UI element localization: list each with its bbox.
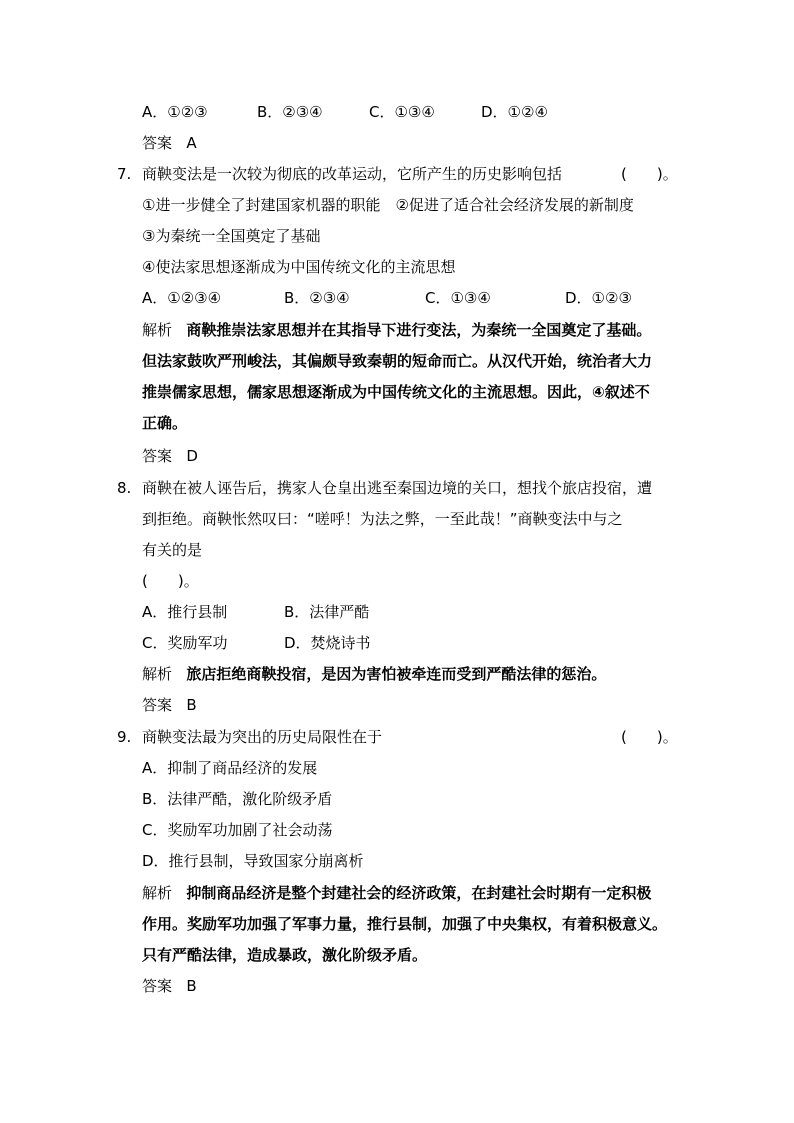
answer-blank: ( )。 <box>621 728 678 746</box>
answer-label: 答案 <box>142 134 173 152</box>
q7-statement-1: ①进一步健全了封建国家机器的职能 ②促进了适合社会经济发展的新制度 <box>142 196 634 214</box>
analysis-label: 解析 <box>142 665 173 683</box>
q6-option-b: B．②③④ <box>257 103 323 121</box>
q9-option-d: D．推行县制，导致国家分崩离析 <box>142 852 364 870</box>
q8-analysis <box>142 664 606 684</box>
analysis-text: 商鞅推崇法家思想并在其指导下进行变法，为秦统一全国奠定了基础。 <box>186 321 652 339</box>
answer-value: B <box>186 977 197 995</box>
q7-analysis-line-2: 但法家鼓吹严刑峻法，其偏颇导致秦朝的短命而亡。从汉代开始，统治者大力 <box>142 352 653 370</box>
q7-analysis-line-4: 正确。 <box>142 414 188 432</box>
q6-answer <box>142 133 197 153</box>
q7-option-a: A．①②③④ <box>142 289 222 307</box>
q7-statement-2: ③为秦统一全国奠定了基础 <box>142 227 321 245</box>
analysis-label: 解析 <box>142 884 173 902</box>
q8-answer <box>142 695 197 715</box>
q9-answer <box>142 976 197 996</box>
q8-stem-line-1 <box>117 478 653 498</box>
q9-analysis-line-3: 只有严酷法律，造成暴政，激化阶级矛盾。 <box>142 946 428 964</box>
answer-value: B <box>186 696 197 714</box>
q8-stem-line-3: 有关的是 <box>142 541 203 559</box>
answer-label: 答案 <box>142 447 173 465</box>
q9-option-b: B．法律严酷，激化阶级矛盾 <box>142 790 333 808</box>
q6-option-d: D．①②④ <box>481 103 548 121</box>
q7-analysis-line-3: 推崇儒家思想，儒家思想逐渐成为中国传统文化的主流思想。因此，④叙述不 <box>142 383 650 401</box>
q9-option-a: A．抑制了商品经济的发展 <box>142 759 318 777</box>
answer-value: A <box>186 134 197 152</box>
answer-label: 答案 <box>142 977 173 995</box>
q7-statement-3: ④使法家思想逐渐成为中国传统文化的主流思想 <box>142 258 456 276</box>
question-number: 9. <box>117 728 132 746</box>
q9-analysis-line-2: 作用。奖励军功加强了军事力量，推行县制，加强了中央集权，有着积极意义。 <box>142 915 668 933</box>
q8-option-b: B．法律严酷 <box>284 603 370 621</box>
q6-option-c: C．①③④ <box>369 103 435 121</box>
q8-answer-blank: ( )。 <box>142 572 199 590</box>
q7-option-d: D．①②③ <box>565 289 632 307</box>
q7-option-b: B．②③④ <box>284 289 350 307</box>
answer-label: 答案 <box>142 696 173 714</box>
question-stem: 商鞅变法是一次较为彻底的改革运动，它所产生的历史影响包括 <box>142 165 563 183</box>
q9-stem-line <box>117 727 677 747</box>
analysis-text: 抑制商品经济是整个封建社会的经济政策，在封建社会时期有一定积极 <box>186 884 652 902</box>
analysis-text: 旅店拒绝商鞅投宿，是因为害怕被牵连而受到严酷法律的惩治。 <box>186 665 607 683</box>
question-stem: 商鞅在被人诬告后，携家人仓皇出逃至秦国边境的关口，想找个旅店投宿，遭 <box>142 479 653 497</box>
q7-analysis-line-1 <box>142 320 651 340</box>
q9-analysis-line-1 <box>142 883 651 903</box>
q7-answer <box>142 446 198 466</box>
q8-option-c: C．奖励军功 <box>142 634 228 652</box>
q6-option-a: A．①②③ <box>142 103 208 121</box>
q8-option-a: A．推行县制 <box>142 603 228 621</box>
q9-option-c: C．奖励军功加剧了社会动荡 <box>142 821 333 839</box>
question-number: 7. <box>117 165 132 183</box>
answer-value: D <box>186 447 198 465</box>
answer-blank: ( )。 <box>621 165 678 183</box>
question-stem: 商鞅变法最为突出的历史局限性在于 <box>142 728 383 746</box>
question-number: 8. <box>117 479 132 497</box>
analysis-label: 解析 <box>142 321 173 339</box>
q8-stem-line-2: 到拒绝。商鞅怅然叹曰：“嗟呼！为法之弊，一至此哉！”商鞅变法中与之 <box>142 510 623 528</box>
q7-stem-line <box>117 164 677 184</box>
q8-option-d: D．焚烧诗书 <box>284 634 371 652</box>
q7-option-c: C．①③④ <box>425 289 491 307</box>
